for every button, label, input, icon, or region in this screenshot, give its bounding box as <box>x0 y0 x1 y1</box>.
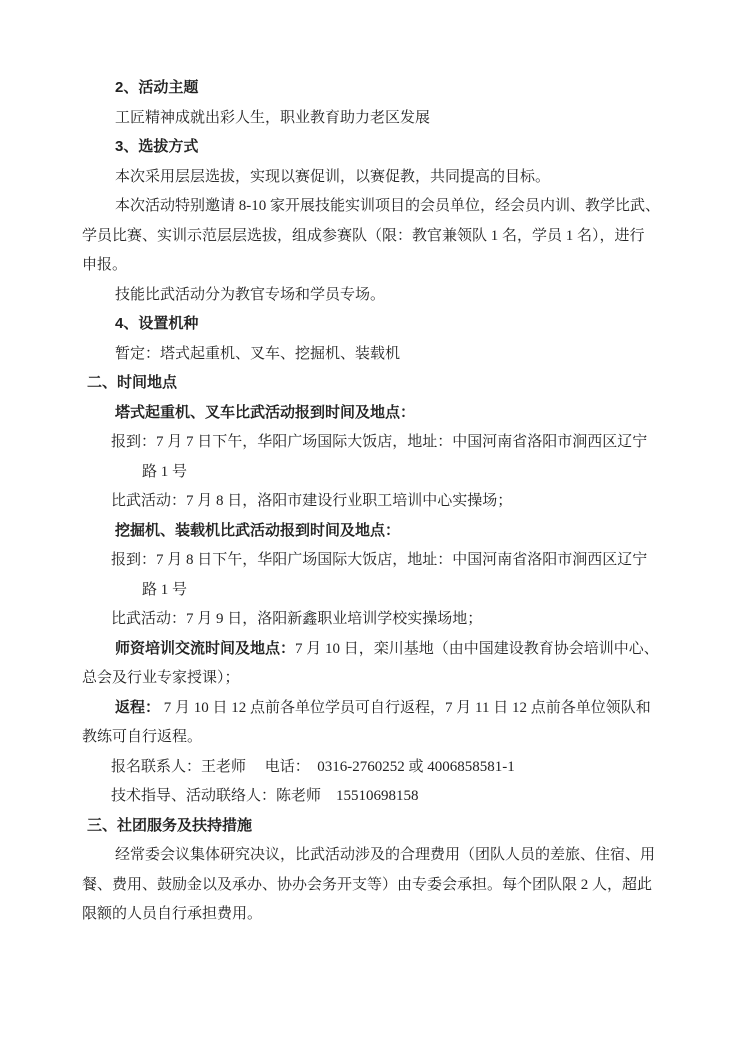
paragraph-support-line2 <box>82 870 663 900</box>
heading-sec3-support-measures <box>82 811 663 841</box>
line-text: 工匠精神成就出彩人生，职业教育助力老区发展 <box>115 109 431 126</box>
paragraph-registration-contact <box>82 752 663 782</box>
heading-text: 挖掘机、装载机比武活动报到时间及地点： <box>115 521 401 539</box>
line-text: 技能比武活动分为教官专场和学员专场。 <box>115 286 386 303</box>
paragraph-invitation-line3 <box>82 250 663 280</box>
heading-tower-forklift-checkin <box>82 398 663 428</box>
line-text: 本次采用层层选拔，实现以赛促训，以赛促教，共同提高的目标。 <box>115 168 551 185</box>
line-text: 路 1 号 <box>142 463 188 480</box>
paragraph-machine-list <box>82 339 663 369</box>
paragraph-return-trip-line1 <box>82 693 663 723</box>
paragraph-teacher-training-line2 <box>82 663 663 693</box>
paragraph-theme-slogan <box>82 103 663 133</box>
paragraph-teacher-training-line1 <box>82 634 663 664</box>
line-text: 技术指导、活动联络人：陈老师 15510698158 <box>111 788 419 804</box>
paragraph-checkin2-line1 <box>82 545 663 575</box>
heading-text: 塔式起重机、叉车比武活动报到时间及地点： <box>115 403 416 421</box>
paragraph-contest2 <box>82 604 663 634</box>
line-text: 总会及行业专家授课）； <box>82 670 240 686</box>
line-text: 学员比赛、实训示范层层选拔，组成参赛队（限：教官兼领队 1 名，学员 1 名），进行 <box>82 227 645 244</box>
line-bold-text: 返程： <box>115 698 161 716</box>
line-text: 本次活动特别邀请 8-10 家开展技能实训项目的会员单位，经会员内训、教学比武、 <box>115 198 660 214</box>
line-text: 比武活动：7 月 9 日，洛阳新鑫职业培训学校实操场地； <box>111 611 483 627</box>
paragraph-support-line3 <box>82 899 663 929</box>
paragraph-return-trip-line2 <box>82 722 663 752</box>
line-text: 餐、费用、鼓励金以及承办、协办会务开支等）由专委会承担。每个团队限 2 人，超此 <box>82 876 653 893</box>
paragraph-checkin1-line2 <box>82 457 663 487</box>
heading-4-machine-types <box>82 309 663 339</box>
line-text: 暂定：塔式起重机、叉车、挖掘机、装载机 <box>115 345 401 362</box>
line-text: 报名联系人：王老师 电话： 0316-2760252 或 4006858581-1 <box>111 758 515 775</box>
heading-text: 3、选拔方式 <box>115 138 199 155</box>
heading-text: 二、时间地点 <box>87 374 178 391</box>
line-text: 报到：7 月 8 日下午，华阳广场国际大饭店，地址：中国河南省洛阳市涧西区辽宁 <box>111 552 648 568</box>
paragraph-selection-goal <box>82 162 663 192</box>
line-text: 经常委会议集体研究决议，比武活动涉及的合理费用（团队人员的差旅、住宿、用 <box>115 847 656 863</box>
paragraph-sessions <box>82 280 663 310</box>
heading-sec2-time-place <box>82 368 663 398</box>
paragraph-contest1 <box>82 486 663 516</box>
paragraph-support-line1 <box>82 840 663 870</box>
heading-3-selection-method <box>82 132 663 162</box>
paragraph-invitation-line1 <box>82 191 663 221</box>
heading-text: 三、社团服务及扶持措施 <box>87 816 253 834</box>
paragraph-technical-contact <box>82 781 663 811</box>
line-text: 7 月 10 日，栾川基地（由中国建设教育协会培训中心、 <box>295 640 659 657</box>
line-text: 路 1 号 <box>142 581 188 598</box>
heading-2-activity-theme <box>82 73 663 103</box>
line-text: 报到：7 月 7 日下午，华阳广场国际大饭店，地址：中国河南省洛阳市涧西区辽宁 <box>111 434 648 450</box>
line-text: 申报。 <box>82 257 128 273</box>
heading-text: 2、活动主题 <box>115 79 199 96</box>
line-text: 比武活动：7 月 8 日，洛阳市建设行业职工培训中心实操场； <box>111 493 513 509</box>
line-text: 教练可自行返程。 <box>82 729 203 745</box>
paragraph-checkin1-line1 <box>82 427 663 457</box>
heading-excavator-loader-checkin <box>82 516 663 546</box>
paragraph-invitation-line2 <box>82 221 663 251</box>
line-bold-text: 师资培训交流时间及地点： <box>115 639 296 657</box>
line-text: 7 月 10 日 12 点前各单位学员可自行返程，7 月 11 日 12 点前各单位领队和 <box>160 699 651 716</box>
heading-text: 4、设置机种 <box>115 315 199 332</box>
paragraph-checkin2-line2 <box>82 575 663 605</box>
line-text: 限额的人员自行承担费用。 <box>82 906 263 922</box>
